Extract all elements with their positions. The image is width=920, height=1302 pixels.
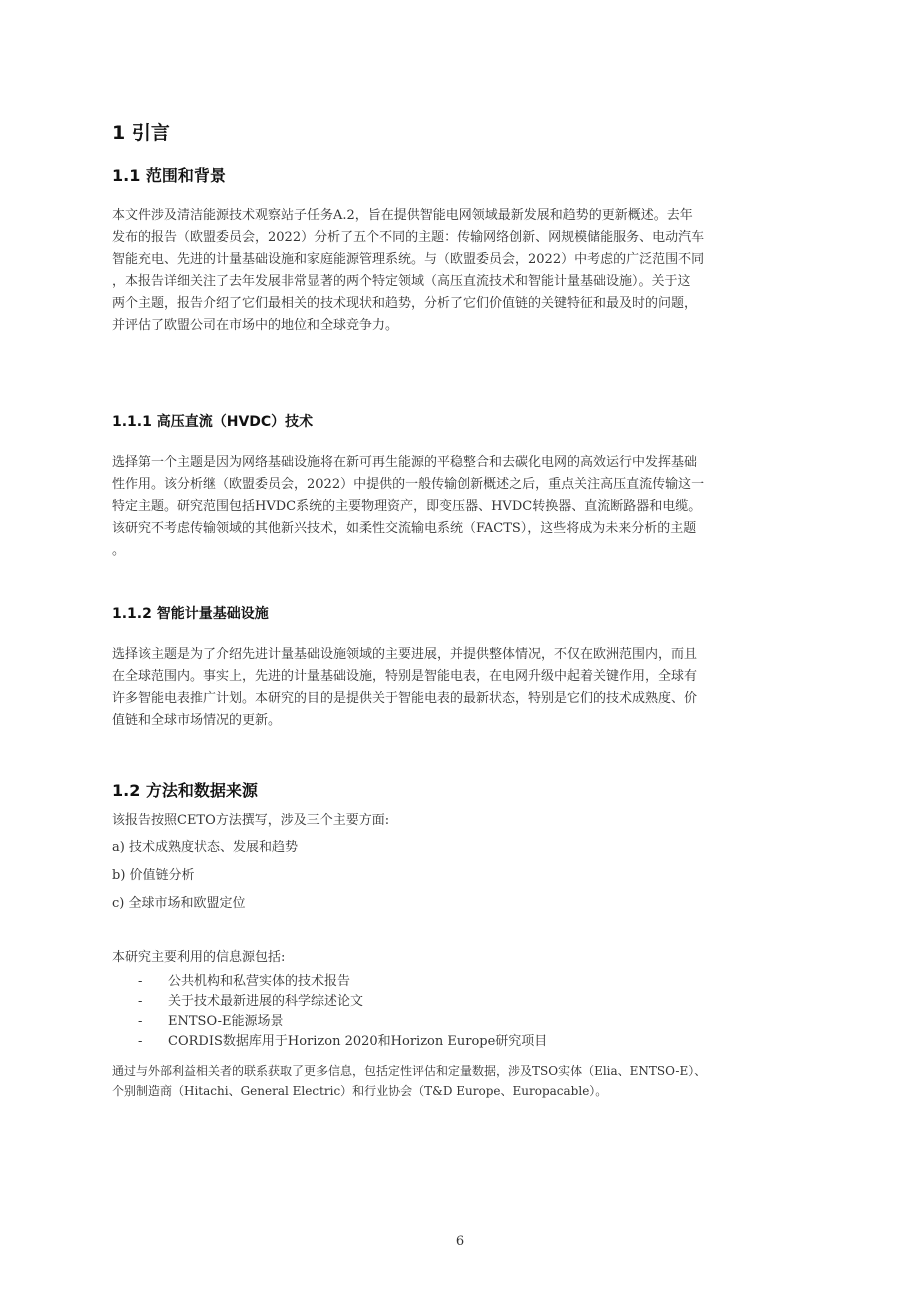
paragraph-line: 许多智能电表推广计划。本研究的目的是提供关于智能电表的最新状态，特别是它们的技术成熟度、价 bbox=[112, 691, 698, 706]
paragraph-line: 性作用。该分析继（欧盟委员会，2022）中提供的一般传输创新概述之后，重点关注高压直流传输这一 bbox=[112, 477, 705, 492]
list-item: - ENTSO-E能源场景 bbox=[138, 1012, 738, 1032]
paragraph-hvdc bbox=[112, 452, 812, 562]
sources-list bbox=[138, 972, 738, 1052]
paragraph-line: 两个主题，报告介绍了它们最相关的技术现状和趋势，分析了它们价值链的关键特征和最及时的问题， bbox=[112, 296, 698, 311]
section-title-1-1: 1.1 范围和背景 bbox=[112, 166, 226, 185]
section-title-1-2: 1.2 方法和数据来源 bbox=[112, 781, 258, 800]
stakeholder-note bbox=[112, 1061, 832, 1101]
paragraph-line: 。 bbox=[112, 543, 126, 558]
paragraph-line: 在全球范围内。事实上，先进的计量基础设施，特别是智能电表，在电网升级中起着关键作用，全球有 bbox=[112, 669, 698, 684]
section-title-1-1-1: 1.1.1 高压直流（HVDC）技术 bbox=[112, 414, 314, 430]
paragraph-smart-metering bbox=[112, 644, 812, 732]
paragraph-line: 该研究不考虑传输领域的其他新兴技术，如柔性交流输电系统（FACTS），这些将成为未来分析的主题 bbox=[112, 521, 697, 536]
list-item: - CORDIS数据库用于Horizon 2020和Horizon Europe研究项目 bbox=[138, 1032, 738, 1052]
page-number: 6 bbox=[455, 1234, 465, 1249]
note-line: 通过与外部利益相关者的联系获取了更多信息，包括定性评估和定量数据，涉及TSO实体（Elia、ENTSO-E）、 bbox=[112, 1064, 707, 1078]
paragraph-line: 值链和全球市场情况的更新。 bbox=[112, 713, 282, 728]
paragraph-line: ，本报告详细关注了去年发展非常显著的两个特定领域（高压直流技术和智能计量基础设施）。关于这 bbox=[112, 274, 691, 289]
paragraph-line: 选择该主题是为了介绍先进计量基础设施领域的主要进展，并提供整体情况，不仅在欧洲范围内，而且 bbox=[112, 647, 698, 662]
paragraph-scope-background bbox=[112, 205, 812, 337]
aspect-item: c) 全球市场和欧盟定位 bbox=[112, 896, 246, 911]
aspect-item: b) 价值链分析 bbox=[112, 868, 195, 883]
section-title-1: 1 引言 bbox=[112, 122, 170, 144]
aspect-item: a) 技术成熟度状态、发展和趋势 bbox=[112, 840, 298, 855]
paragraph-line: 发布的报告（欧盟委员会，2022）分析了五个不同的主题：传输网络创新、网规模储能服务、电动汽车 bbox=[112, 230, 705, 245]
list-item: - 公共机构和私营实体的技术报告 bbox=[138, 972, 738, 992]
paragraph-line: 本文件涉及清洁能源技术观察站子任务A.2，旨在提供智能电网领域最新发展和趋势的更新概述。去年 bbox=[112, 208, 693, 223]
paragraph-line: 特定主题。研究范围包括HVDC系统的主要物理资产，即变压器、HVDC转换器、直流断路器和电缆。 bbox=[112, 499, 702, 514]
methodology-intro: 该报告按照CETO方法撰写，涉及三个主要方面: bbox=[112, 813, 390, 828]
paragraph-line: 并评估了欧盟公司在市场中的地位和全球竞争力。 bbox=[112, 318, 399, 333]
sources-intro: 本研究主要利用的信息源包括: bbox=[112, 950, 286, 965]
section-title-1-1-2: 1.1.2 智能计量基础设施 bbox=[112, 606, 269, 622]
note-line: 个别制造商（Hitachi、General Electric）和行业协会（T&D Europe、Europacable）。 bbox=[112, 1084, 608, 1098]
paragraph-line: 智能充电、先进的计量基础设施和家庭能源管理系统。与（欧盟委员会，2022）中考虑的广泛范围不同 bbox=[112, 252, 705, 267]
list-item: - 关于技术最新进展的科学综述论文 bbox=[138, 992, 738, 1012]
paragraph-line: 选择第一个主题是因为网络基础设施将在新可再生能源的平稳整合和去碳化电网的高效运行中发挥基础 bbox=[112, 455, 698, 470]
